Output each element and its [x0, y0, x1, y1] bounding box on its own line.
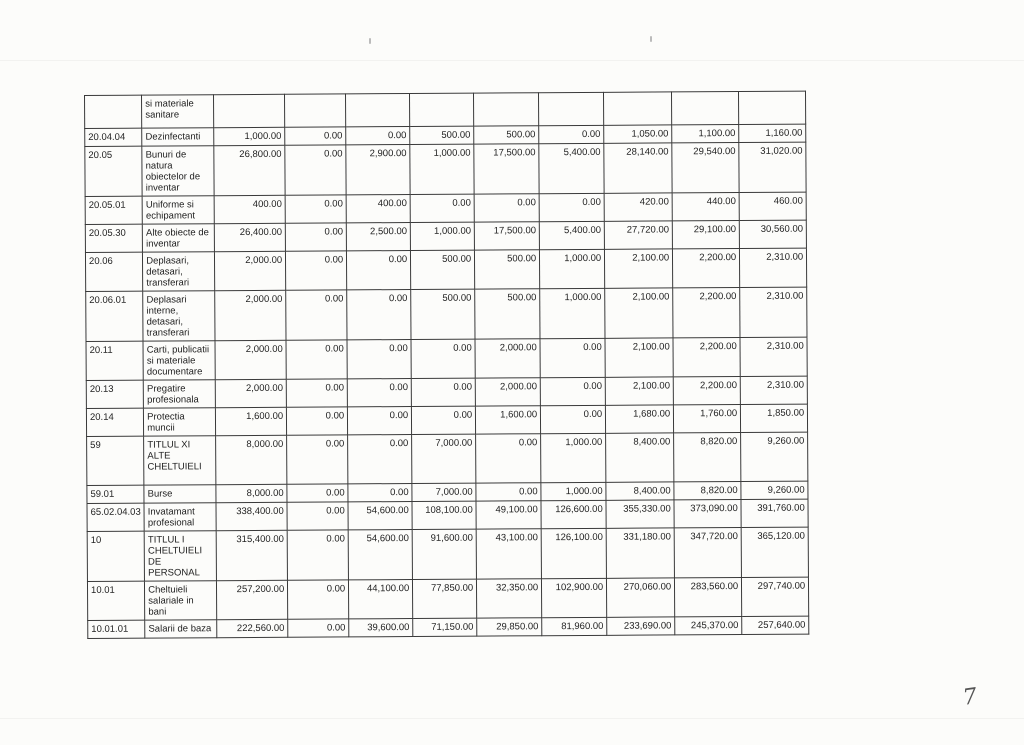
- budget-description-cell: Deplasari, detasari, transferari: [143, 252, 215, 291]
- amount-cell: 2,000.00: [475, 378, 540, 406]
- amount-cell: 0.00: [476, 434, 541, 483]
- amount-cell: 39,600.00: [349, 619, 413, 637]
- amount-cell: 1,680.00: [606, 405, 674, 433]
- table-row: [86, 376, 807, 408]
- budget-description-cell: si materiale sanitare: [142, 95, 214, 128]
- amount-cell: 1,600.00: [216, 407, 287, 435]
- budget-description-cell: Bunuri de natura obiectelor de inventar: [142, 146, 214, 196]
- amount-cell: 283,560.00: [675, 577, 742, 616]
- amount-cell: [604, 92, 672, 125]
- budget-code-cell: 20.05.30: [85, 224, 142, 252]
- amount-cell: 0.00: [411, 378, 475, 406]
- amount-cell: 28,140.00: [604, 143, 672, 193]
- budget-description-cell: Protectia muncii: [144, 408, 216, 436]
- amount-cell: 297,740.00: [742, 577, 809, 616]
- amount-cell: 29,850.00: [477, 618, 542, 636]
- amount-cell: 2,310.00: [740, 287, 807, 337]
- budget-description-cell: Alte obiecte de inventar: [142, 224, 214, 252]
- amount-cell: 31,020.00: [739, 142, 806, 192]
- amount-cell: 0.00: [348, 484, 412, 502]
- amount-cell: 0.00: [286, 251, 347, 290]
- amount-cell: 8,820.00: [674, 432, 741, 481]
- amount-cell: 0.00: [285, 127, 346, 145]
- amount-cell: 2,000.00: [475, 339, 540, 378]
- amount-cell: 245,370.00: [675, 616, 742, 634]
- budget-description-cell: Uniforme si echipament: [142, 196, 214, 224]
- budget-description-cell: TITLUL XI ALTE CHELTUIELI: [144, 436, 216, 485]
- amount-cell: 26,400.00: [214, 223, 285, 251]
- amount-cell: 0.00: [411, 339, 475, 378]
- amount-cell: 81,960.00: [542, 617, 607, 635]
- amount-cell: 29,540.00: [672, 142, 739, 192]
- amount-cell: 26,800.00: [214, 145, 285, 195]
- amount-cell: 0.00: [346, 127, 410, 145]
- amount-cell: 500.00: [411, 289, 475, 339]
- table-row: [86, 287, 807, 341]
- amount-cell: 2,900.00: [346, 145, 410, 195]
- amount-cell: 43,100.00: [476, 529, 541, 579]
- amount-cell: 0.00: [288, 580, 349, 619]
- amount-cell: 8,000.00: [216, 435, 287, 484]
- amount-cell: 500.00: [475, 250, 540, 289]
- table-row: [87, 432, 808, 485]
- amount-cell: 7,000.00: [412, 434, 476, 483]
- amount-cell: 2,200.00: [673, 337, 740, 376]
- budget-code-cell: 10: [87, 531, 144, 581]
- amount-cell: [474, 93, 539, 126]
- amount-cell: 54,600.00: [348, 530, 412, 580]
- amount-cell: 355,330.00: [606, 500, 674, 528]
- amount-cell: 0.00: [287, 484, 348, 502]
- amount-cell: 0.00: [347, 251, 411, 290]
- amount-cell: 233,690.00: [607, 617, 675, 635]
- amount-cell: 400.00: [214, 195, 285, 223]
- budget-code-cell: 20.05.01: [85, 196, 142, 224]
- amount-cell: 5,400.00: [539, 221, 604, 249]
- amount-cell: [346, 94, 410, 127]
- table-row: [87, 499, 808, 531]
- amount-cell: [214, 94, 285, 127]
- amount-cell: 0.00: [286, 379, 347, 407]
- amount-cell: 29,100.00: [672, 220, 739, 248]
- amount-cell: 8,000.00: [216, 484, 287, 502]
- scan-speck: [650, 36, 652, 42]
- table-row: [85, 220, 806, 252]
- amount-cell: 222,560.00: [217, 619, 288, 637]
- amount-cell: 8,400.00: [606, 433, 674, 482]
- amount-cell: 2,310.00: [740, 376, 807, 404]
- amount-cell: 257,200.00: [217, 580, 288, 619]
- amount-cell: 126,600.00: [541, 500, 606, 528]
- amount-cell: 0.00: [288, 619, 349, 637]
- amount-cell: 2,500.00: [346, 223, 410, 251]
- amount-cell: 2,000.00: [215, 290, 286, 340]
- amount-cell: 331,180.00: [606, 528, 674, 578]
- amount-cell: 0.00: [348, 435, 412, 484]
- amount-cell: 71,150.00: [413, 618, 477, 636]
- amount-cell: 0.00: [347, 340, 411, 379]
- scan-artifact: [0, 60, 1024, 61]
- amount-cell: 347,720.00: [674, 527, 741, 577]
- budget-description-cell: Pregatire profesionala: [143, 380, 215, 408]
- table-row: [88, 616, 809, 638]
- table-row: [85, 192, 806, 224]
- amount-cell: 2,100.00: [605, 249, 673, 288]
- amount-cell: 0.00: [474, 194, 539, 222]
- amount-cell: 49,100.00: [476, 501, 541, 529]
- amount-cell: 27,720.00: [604, 221, 672, 249]
- amount-cell: 420.00: [604, 193, 672, 221]
- amount-cell: 0.00: [347, 290, 411, 340]
- amount-cell: 400.00: [346, 195, 410, 223]
- amount-cell: 2,200.00: [673, 376, 740, 404]
- table-row: [86, 404, 807, 436]
- table-row: [87, 527, 808, 581]
- amount-cell: 365,120.00: [741, 527, 808, 577]
- budget-code-cell: 20.14: [86, 408, 143, 436]
- amount-cell: 0.00: [410, 194, 474, 222]
- amount-cell: 1,050.00: [604, 125, 672, 143]
- budget-code-cell: 65.02.04.03: [87, 503, 144, 531]
- amount-cell: 373,090.00: [674, 499, 741, 527]
- amount-cell: 1,600.00: [476, 406, 541, 434]
- budget-description-cell: TITLUL I CHELTUIELI DE PERSONAL: [144, 531, 216, 581]
- amount-cell: 0.00: [347, 379, 411, 407]
- budget-code-cell: 20.13: [86, 380, 143, 408]
- budget-description-cell: Salarii de baza: [145, 620, 217, 638]
- amount-cell: 257,640.00: [742, 616, 809, 634]
- budget-code-cell: 10.01.01: [88, 620, 145, 638]
- amount-cell: 0.00: [285, 195, 346, 223]
- amount-cell: 0.00: [540, 338, 605, 377]
- budget-description-cell: Burse: [144, 485, 216, 503]
- amount-cell: 0.00: [287, 407, 348, 435]
- amount-cell: 1,160.00: [739, 124, 806, 142]
- budget-code-cell: 10.01: [87, 581, 144, 620]
- amount-cell: 2,100.00: [605, 288, 673, 338]
- amount-cell: 315,400.00: [216, 530, 287, 580]
- amount-cell: 0.00: [541, 405, 606, 433]
- amount-cell: 0.00: [285, 145, 346, 195]
- amount-cell: 8,400.00: [606, 482, 674, 500]
- amount-cell: 9,260.00: [741, 481, 808, 499]
- amount-cell: 1,000.00: [214, 127, 285, 145]
- scan-speck: [369, 38, 371, 44]
- amount-cell: [539, 92, 604, 125]
- amount-cell: 0.00: [287, 502, 348, 530]
- amount-cell: 0.00: [348, 407, 412, 435]
- amount-cell: 1,760.00: [674, 404, 741, 432]
- budget-code-cell: 20.06: [85, 252, 142, 291]
- amount-cell: 270,060.00: [607, 578, 675, 617]
- amount-cell: 91,600.00: [412, 529, 476, 579]
- amount-cell: 1,000.00: [540, 288, 605, 338]
- table-row: [85, 248, 806, 291]
- amount-cell: 500.00: [411, 250, 475, 289]
- amount-cell: 2,200.00: [673, 287, 740, 337]
- amount-cell: 2,100.00: [605, 377, 673, 405]
- amount-cell: 0.00: [287, 530, 348, 580]
- amount-cell: 500.00: [410, 126, 474, 144]
- amount-cell: 1,000.00: [541, 433, 606, 482]
- amount-cell: 1,100.00: [672, 125, 739, 143]
- amount-cell: [739, 91, 806, 124]
- budget-code-cell: 20.06.01: [86, 291, 143, 341]
- amount-cell: 1,000.00: [541, 482, 606, 500]
- amount-cell: 126,100.00: [541, 528, 606, 578]
- amount-cell: 2,200.00: [673, 248, 740, 287]
- amount-cell: 7,000.00: [412, 483, 476, 501]
- budget-code-cell: 59.01: [87, 485, 144, 503]
- amount-cell: 500.00: [475, 289, 540, 339]
- amount-cell: 32,350.00: [477, 579, 542, 618]
- amount-cell: 440.00: [672, 192, 739, 220]
- amount-cell: 17,500.00: [474, 144, 539, 194]
- amount-cell: 108,100.00: [412, 501, 476, 529]
- budget-description-cell: Invatamant profesional: [144, 503, 216, 531]
- amount-cell: 0.00: [285, 223, 346, 251]
- amount-cell: 0.00: [286, 290, 347, 340]
- amount-cell: 0.00: [412, 406, 476, 434]
- budget-description-cell: Carti, publicatii si materiale documentare: [143, 341, 215, 380]
- amount-cell: 77,850.00: [413, 579, 477, 618]
- amount-cell: 2,000.00: [215, 340, 286, 379]
- amount-cell: 1,000.00: [540, 249, 605, 288]
- amount-cell: [410, 93, 474, 126]
- amount-cell: 54,600.00: [348, 502, 412, 530]
- budget-code-cell: 59: [87, 436, 144, 485]
- scan-artifact: [0, 718, 1024, 719]
- amount-cell: 1,000.00: [410, 222, 474, 250]
- budget-code-cell: 20.11: [86, 341, 143, 380]
- page-number: 7: [961, 684, 979, 711]
- amount-cell: 44,100.00: [349, 580, 413, 619]
- amount-cell: 30,560.00: [739, 220, 806, 248]
- amount-cell: 9,260.00: [741, 432, 808, 481]
- amount-cell: 0.00: [476, 483, 541, 501]
- budget-code-cell: 20.05: [85, 146, 142, 196]
- budget-code-cell: [85, 95, 142, 128]
- table-row: [85, 91, 806, 128]
- budget-description-cell: Dezinfectanti: [142, 128, 214, 146]
- budget-description-cell: Cheltuieli salariale in bani: [145, 581, 217, 620]
- table-row: [85, 142, 806, 196]
- amount-cell: 1,850.00: [741, 404, 808, 432]
- amount-cell: 2,100.00: [605, 338, 673, 377]
- amount-cell: 102,900.00: [542, 578, 607, 617]
- budget-code-cell: 20.04.04: [85, 128, 142, 146]
- amount-cell: 0.00: [540, 377, 605, 405]
- table-row: [86, 337, 807, 380]
- amount-cell: 338,400.00: [216, 502, 287, 530]
- amount-cell: [672, 92, 739, 125]
- amount-cell: 2,310.00: [740, 337, 807, 376]
- budget-table: [84, 91, 809, 639]
- amount-cell: 2,000.00: [215, 379, 286, 407]
- amount-cell: 0.00: [539, 193, 604, 221]
- amount-cell: 8,820.00: [674, 481, 741, 499]
- amount-cell: 0.00: [287, 435, 348, 484]
- budget-description-cell: Deplasari interne, detasari, transferari: [143, 291, 215, 341]
- amount-cell: 2,000.00: [215, 251, 286, 290]
- amount-cell: 391,760.00: [741, 499, 808, 527]
- table-row: [87, 577, 808, 620]
- amount-cell: 1,000.00: [410, 144, 474, 194]
- amount-cell: 500.00: [474, 126, 539, 144]
- amount-cell: 0.00: [286, 340, 347, 379]
- amount-cell: 0.00: [539, 125, 604, 143]
- amount-cell: 460.00: [739, 192, 806, 220]
- amount-cell: [285, 94, 346, 127]
- amount-cell: 2,310.00: [740, 248, 807, 287]
- amount-cell: 5,400.00: [539, 143, 604, 193]
- amount-cell: 17,500.00: [474, 222, 539, 250]
